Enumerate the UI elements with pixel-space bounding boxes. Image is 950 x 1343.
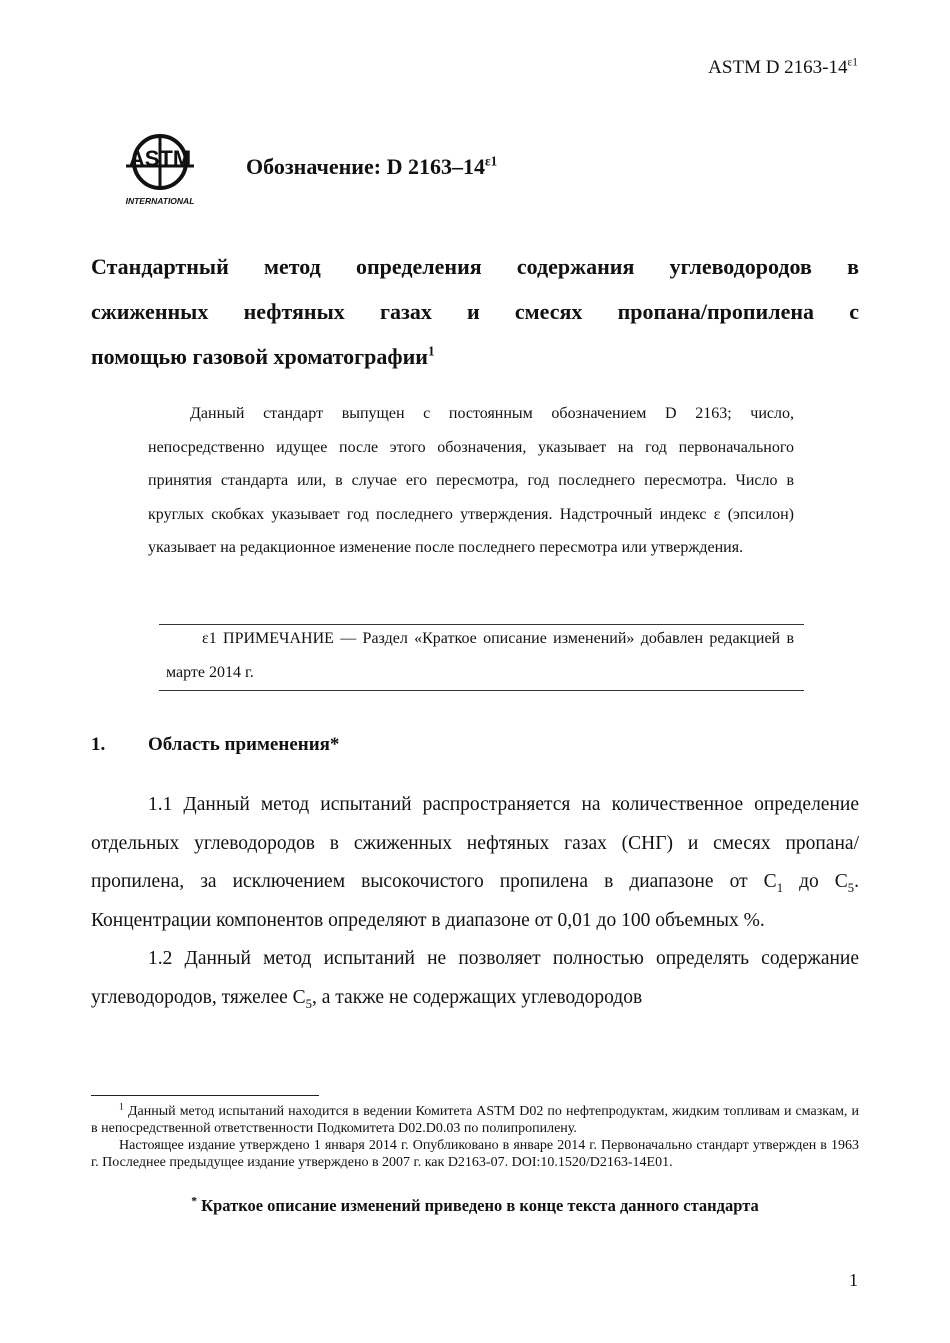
footnotes [91,1103,859,1171]
title-line: сжиженных нефтяных газах и смесях пропана/пропилена с [91,299,859,324]
intro-paragraph: Данный стандарт выпущен с постоянным обозначением D 2163; число, непосредственно идущее после этого обозначения, указывает на год первоначального принятия стандарта или, в случае его пересмотра, год последнего пересмотра. Число в круглых скобках указывает год последнего утверждения. Надстрочный индекс ε (эпсилон) указывает на редакционное изменение после последнего пересмотра или утверждения. [148,405,794,556]
document-code-sup: ε1 [847,56,858,69]
note-bottom-rule [159,690,804,691]
p1-text-b: до С [783,871,848,892]
p1-text-a: 1.1 Данный метод испытаний распространяется на количественное определение отдельных углеводородов в сжиженных нефтяных газах (СНГ) и смесях пропана/пропилена, за исключением высокочистого пропилена в диапазоне от С [91,794,859,892]
editorial-note-text: ε1 ПРИМЕЧАНИЕ — Раздел «Краткое описание изменений» добавлен редакцией в марте 2014 г. [166,630,794,681]
title-footnote-ref: 1 [427,343,435,359]
page-number: 1 [849,1270,858,1290]
p2-sub: 5 [305,996,312,1011]
designation-sup: ε1 [484,153,498,169]
document-code [708,57,858,79]
footnote-1-text: Данный метод испытаний находится в ведении Комитета ASTM D02 по нефтепродуктам, жидким топливам и смазкам, и в непосредственной ответственности Подкомитета D02.D0.03 по полипропилену. [91,1104,859,1136]
footnote-changes [91,1196,859,1216]
p1-text-c: . Концентрации компонентов определяют в диапазоне от 0,01 до 100 объемных %. [91,871,859,931]
footnote-star-mark: * [191,1195,197,1208]
footnote-1-mark: 1 [119,1101,124,1113]
p1-sub-1: 1 [776,880,784,895]
document-title [91,244,859,379]
title-line: Стандартный метод определения содержания углеводородов в [91,254,859,279]
footnote-1 [91,1103,859,1137]
section-number: 1. [91,734,106,755]
paragraph-1-1 [91,786,859,940]
document-code-text: ASTM D 2163-14 [708,57,848,78]
p1-sub-2: 5 [847,880,855,895]
astm-logo-icon [118,132,202,208]
designation-text: Обозначение: D 2163–14 [246,154,485,179]
designation [246,154,497,180]
section-body [91,786,859,1017]
p2-text-b: , а также не содержащих углеводородов [312,986,643,1008]
footnote-2: Настоящее издание утверждено 1 января 2014 г. Опубликовано в январе 2014 г. Первоначально стандарт утвержден в 1963 г. Последнее предыдущее издание утверждено в 2007 г. как D2163-07. DOI:10.1520/D2163-14E01. [91,1138,859,1170]
title-line-text: помощью газовой хроматографии [91,344,428,369]
standard-intro [148,397,794,565]
logo-text: ASTM [128,146,192,171]
footnote-star-text: Краткое описание изменений приведено в конце текста данного стандарта [197,1196,759,1215]
title-line-last [91,334,859,379]
footnote-rule [91,1095,319,1096]
section-title: Область применения* [148,734,340,755]
editorial-note [166,622,794,690]
p2-text-a: 1.2 Данный метод испытаний не позволяет полностью определять содержание углеводородов, тяжелее С [91,948,859,1008]
paragraph-1-2 [91,940,859,1017]
logo-subtext: INTERNATIONAL [125,196,195,206]
